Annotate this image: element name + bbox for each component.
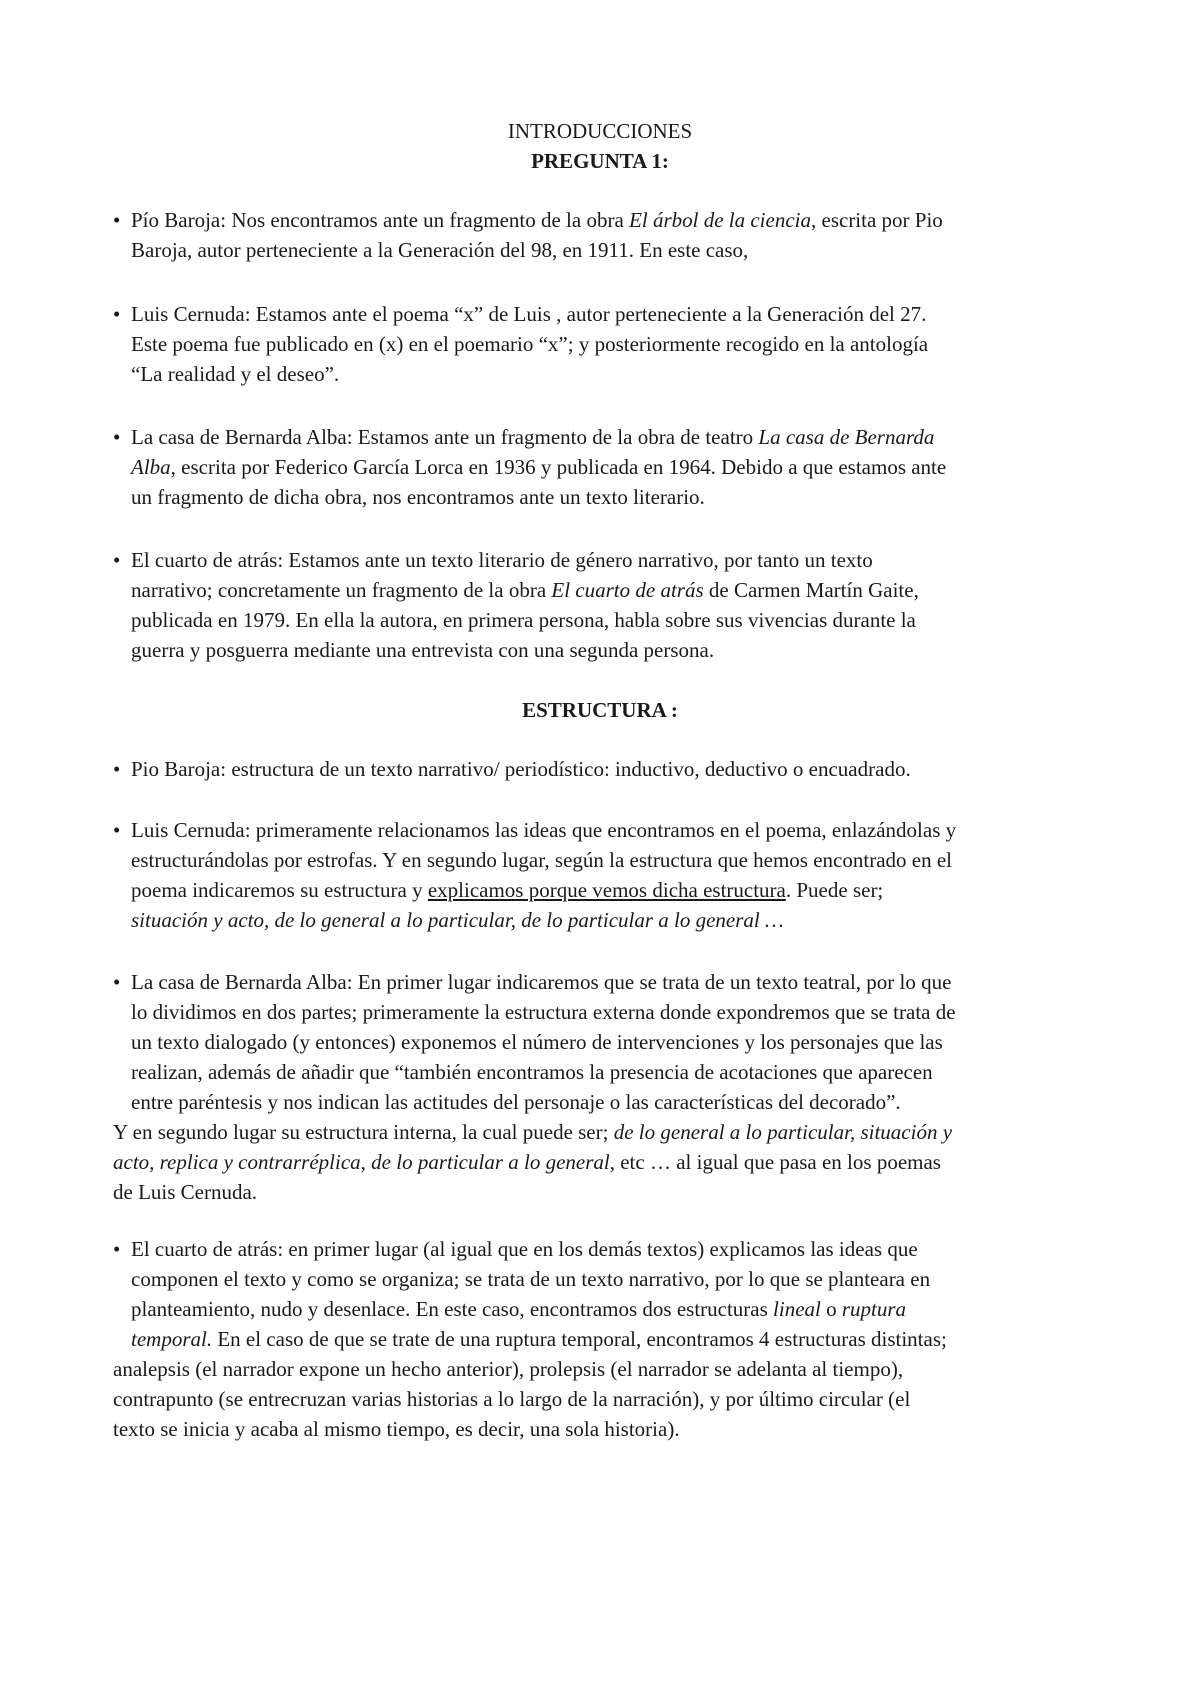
paragraph-line: El cuarto de atrás: en primer lugar (al igual que en los demás textos) explicamos las ideas que [131, 1237, 918, 1261]
paragraph-line: de Luis Cernuda. [113, 1180, 258, 1204]
bullet-marker: • [113, 1237, 121, 1261]
paragraph-line: un fragmento de dicha obra, nos encontramos ante un texto literario. [131, 485, 705, 509]
paragraph-line: entre paréntesis y nos indican las actitudes del personaje o las características del decorado”. [131, 1090, 901, 1114]
document-title: INTRODUCCIONES [507, 119, 693, 143]
book-title: El cuarto de atrás [551, 578, 704, 602]
paragraph-line: temporal. En el caso de que se trate de una ruptura temporal, encontramos 4 estructuras distintas; [131, 1327, 947, 1351]
paragraph-line: La casa de Bernarda Alba: En primer lugar indicaremos que se trata de un texto teatral, por lo que [131, 970, 952, 994]
bullet-marker: • [113, 425, 121, 449]
paragraph-line: planteamiento, nudo y desenlace. En este caso, encontramos dos estructuras lineal o ruptura [131, 1297, 907, 1321]
paragraph-line: texto se inicia y acaba al mismo tiempo, es decir, una sola historia). [113, 1417, 680, 1441]
bullet-marker: • [113, 757, 121, 781]
paragraph-line: narrativo; concretamente un fragmento de la obra El cuarto de atrás de Carmen Martín Gaite, [131, 578, 919, 602]
paragraph-line: contrapunto (se entrecruzan varias historias a lo largo de la narración), y por último circular (el [113, 1387, 911, 1411]
paragraph-line: Y en segundo lugar su estructura interna, la cual puede ser; de lo general a lo particular, situación y [113, 1120, 953, 1144]
paragraph-line: estructurándolas por estrofas. Y en segundo lugar, según la estructura que hemos encontrado en el [131, 848, 952, 872]
paragraph-line: Luis Cernuda: primeramente relacionamos las ideas que encontramos en el poema, enlazándolas y [131, 818, 957, 842]
book-title: El árbol de la ciencia [629, 208, 811, 232]
bullet-marker: • [113, 818, 121, 842]
paragraph-line: “La realidad y el deseo”. [131, 362, 340, 386]
bullet-marker: • [113, 208, 121, 232]
paragraph-line: un texto dialogado (y entonces) exponemos el número de intervenciones y los personajes que las [131, 1030, 943, 1054]
paragraph-line: acto, replica y contrarréplica, de lo particular a lo general, etc … al igual que pasa en los poemas [113, 1150, 941, 1174]
book-title: Alba [131, 455, 171, 479]
paragraph-line: Alba, escrita por Federico García Lorca en 1936 y publicada en 1964. Debido a que estamos ante [131, 455, 947, 479]
paragraph-line: lo dividimos en dos partes; primeramente la estructura externa donde expondremos que se trata de [131, 1000, 956, 1024]
paragraph-line: Pío Baroja: Nos encontramos ante un fragmento de la obra El árbol de la ciencia, escrita por Pio [131, 208, 943, 232]
paragraph-line: poema indicaremos su estructura y explicamos porque vemos dicha estructura. Puede ser; [131, 878, 884, 902]
paragraph-line: publicada en 1979. En ella la autora, en primera persona, habla sobre sus vivencias durante la [131, 608, 916, 632]
paragraph-line: situación y acto, de lo general a lo particular, de lo particular a lo general … [131, 908, 784, 932]
bullet-marker: • [113, 302, 121, 326]
paragraph-line: Pio Baroja: estructura de un texto narrativo/ periodístico: inductivo, deductivo o encuadrado. [131, 757, 911, 781]
paragraph-line: realizan, además de añadir que “también encontramos la presencia de acotaciones que aparecen [131, 1060, 933, 1084]
bullet-marker: • [113, 548, 121, 572]
book-title: La casa de Bernarda [758, 425, 935, 449]
paragraph-line: El cuarto de atrás: Estamos ante un texto literario de género narrativo, por tanto un texto [131, 548, 873, 572]
bullet-marker: • [113, 970, 121, 994]
paragraph-line: Este poema fue publicado en (x) en el poemario “x”; y posteriormente recogido en la antología [131, 332, 929, 356]
section-heading-estructura: ESTRUCTURA : [522, 698, 678, 722]
paragraph-line: componen el texto y como se organiza; se trata de un texto narrativo, por lo que se planteara en [131, 1267, 931, 1291]
question-heading: PREGUNTA 1: [531, 149, 669, 173]
paragraph-line: analepsis (el narrador expone un hecho anterior), prolepsis (el narrador se adelanta al tiempo), [113, 1357, 904, 1381]
paragraph-line: Luis Cernuda: Estamos ante el poema “x” de Luis , autor perteneciente a la Generación del 27. [131, 302, 927, 326]
paragraph-line: guerra y posguerra mediante una entrevista con una segunda persona. [131, 638, 715, 662]
underlined-phrase: explicamos porque vemos dicha estructura [427, 878, 786, 902]
paragraph-line: La casa de Bernarda Alba: Estamos ante un fragmento de la obra de teatro La casa de Bernarda [131, 425, 935, 449]
paragraph-line: Baroja, autor perteneciente a la Generación del 98, en 1911. En este caso, [131, 238, 749, 262]
